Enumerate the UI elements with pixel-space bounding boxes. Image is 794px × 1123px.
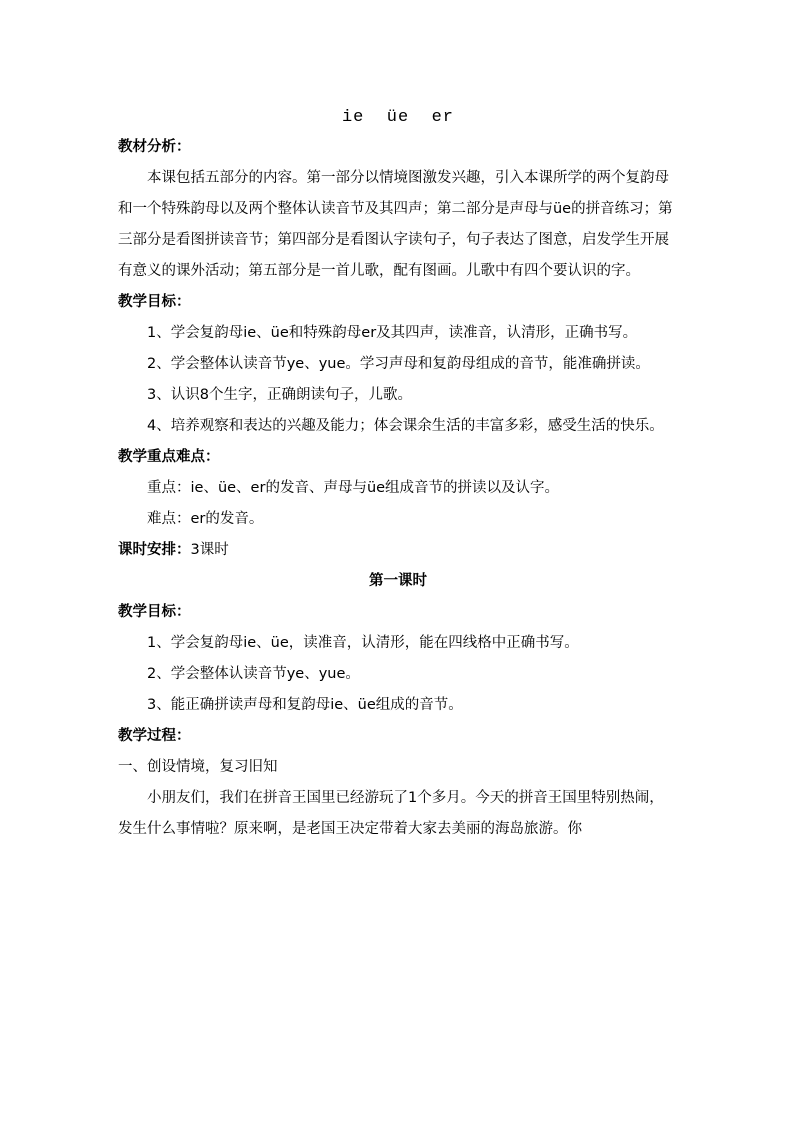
section-heading-teaching-goals: 教学目标： xyxy=(118,294,191,310)
process-step-heading: 一、创设情境，复习旧知 xyxy=(118,759,278,775)
section-heading-teaching-process: 教学过程： xyxy=(118,728,191,744)
class-hours-value: 3课时 xyxy=(190,542,229,558)
class-hours-label: 课时安排： xyxy=(118,542,191,558)
lesson-goal-item: 1、学会复韵母ie、üe，读准音，认清形，能在四线格中正确书写。 xyxy=(147,635,579,651)
lesson-one-heading: 第一课时 xyxy=(369,573,427,589)
key-point-line: 重点：ie、üe、er的发音、声母与üe组成音节的拼读以及认字。 xyxy=(147,480,560,496)
lesson-title: ie üe er xyxy=(341,108,455,127)
section-heading-key-difficult-points: 教学重点难点： xyxy=(118,449,220,465)
lesson-goal-item: 2、学会整体认读音节ye、yue。 xyxy=(147,666,360,682)
teaching-goal-item: 3、认识8个生字，正确朗读句子，儿歌。 xyxy=(147,387,412,403)
teaching-goal-item: 2、学会整体认读音节ye、yue。学习声母和复韵母组成的音节，能准确拼读。 xyxy=(147,356,650,372)
difficult-point-line: 难点：er的发音。 xyxy=(147,511,264,527)
section-heading-textbook-analysis: 教材分析： xyxy=(118,139,191,155)
process-paragraph: 小朋友们，我们在拼音王国里已经游玩了1个多月。今天的拼音王国里特别热闹，发生什么事情啦？原来啊，是老国王决定带着大家去美丽的海岛旅游。你 xyxy=(118,790,664,837)
lesson-goal-item: 3、能正确拼读声母和复韵母ie、üe组成的音节。 xyxy=(147,697,463,713)
teaching-goal-item: 4、培养观察和表达的兴趣及能力；体会课余生活的丰富多彩，感受生活的快乐。 xyxy=(147,418,664,434)
section-heading-lesson-goals: 教学目标： xyxy=(118,604,191,620)
textbook-analysis-paragraph: 本课包括五部分的内容。第一部分以情境图激发兴趣，引入本课所学的两个复韵母和一个特殊韵母以及两个整体认读音节及其四声；第二部分是声母与üe的拼音练习；第三部分是看图拼读音节；第四部分是看图认字读句子，句子表达了图意，启发学生开展有意义的课外活动；第五部分是一首儿歌，配有图画。儿歌中有四个要认识的字。 xyxy=(118,170,673,279)
teaching-goal-item: 1、学会复韵母ie、üe和特殊韵母er及其四声，读准音，认清形，正确书写。 xyxy=(147,325,638,341)
class-hours-line xyxy=(118,535,678,566)
document-body xyxy=(118,104,678,845)
